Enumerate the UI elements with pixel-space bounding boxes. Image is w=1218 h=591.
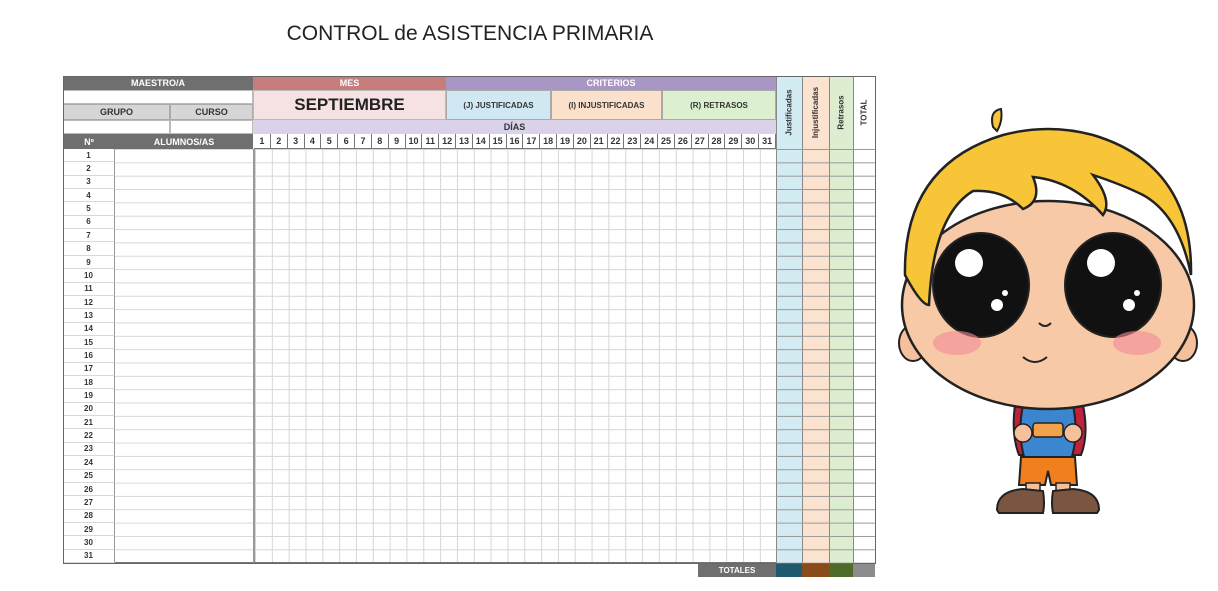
row-number: 25 — [63, 470, 115, 483]
group-field[interactable] — [63, 120, 170, 134]
course-label: CURSO — [170, 104, 253, 120]
day-number: 11 — [422, 134, 439, 149]
day-number: 28 — [709, 134, 726, 149]
totals-label: TOTALES — [698, 564, 776, 577]
day-number: 3 — [288, 134, 305, 149]
row-number: 10 — [63, 269, 115, 282]
page-title: CONTROL de ASISTENCIA PRIMARIA — [286, 22, 654, 45]
day-number: 25 — [658, 134, 675, 149]
row-number: 2 — [63, 162, 115, 175]
row-number: 30 — [63, 536, 115, 549]
day-number: 21 — [591, 134, 608, 149]
summary-grid[interactable] — [776, 149, 876, 563]
day-number: 13 — [456, 134, 473, 149]
day-number: 5 — [321, 134, 338, 149]
row-number: 29 — [63, 523, 115, 536]
students-header: ALUMNOS/AS — [115, 134, 253, 149]
row-number: 14 — [63, 323, 115, 336]
day-number: 20 — [574, 134, 591, 149]
row-number: 18 — [63, 376, 115, 389]
row-number: 8 — [63, 242, 115, 255]
day-number: 12 — [439, 134, 456, 149]
month-header: MES — [253, 76, 446, 90]
day-number: 7 — [355, 134, 372, 149]
student-names-column[interactable] — [115, 149, 254, 563]
day-number: 10 — [406, 134, 423, 149]
day-number: 15 — [490, 134, 507, 149]
row-number: 26 — [63, 483, 115, 496]
unjustified-label: Injustificadas — [811, 86, 820, 138]
day-number: 19 — [557, 134, 574, 149]
row-number: 13 — [63, 309, 115, 322]
day-number: 18 — [540, 134, 557, 149]
criteria-unjustified: (I) INJUSTIFICADAS — [551, 90, 662, 120]
row-number: 20 — [63, 403, 115, 416]
day-number: 27 — [692, 134, 709, 149]
day-number: 8 — [372, 134, 389, 149]
day-number: 17 — [523, 134, 540, 149]
day-number: 22 — [608, 134, 625, 149]
row-number: 27 — [63, 496, 115, 509]
attendance-grid[interactable] — [254, 149, 776, 563]
row-number: 3 — [63, 176, 115, 189]
day-number: 23 — [624, 134, 641, 149]
row-number: 11 — [63, 283, 115, 296]
row-number: 23 — [63, 443, 115, 456]
day-number: 2 — [271, 134, 288, 149]
row-number: 17 — [63, 363, 115, 376]
totals-total — [853, 564, 875, 577]
day-number: 29 — [725, 134, 742, 149]
criteria-justified: (J) JUSTIFICADAS — [446, 90, 551, 120]
totals-unjustified — [802, 564, 829, 577]
row-number: 7 — [63, 229, 115, 242]
row-number: 16 — [63, 349, 115, 362]
day-number: 1 — [254, 134, 271, 149]
row-number: 5 — [63, 202, 115, 215]
teacher-name-field[interactable] — [63, 90, 253, 104]
row-number: 21 — [63, 416, 115, 429]
group-label: GRUPO — [63, 104, 170, 120]
month-value[interactable]: SEPTIEMBRE — [253, 90, 446, 120]
criteria-delays: (R) RETRASOS — [662, 90, 776, 120]
day-number: 24 — [641, 134, 658, 149]
day-number: 9 — [389, 134, 406, 149]
row-number: 24 — [63, 456, 115, 469]
day-number: 4 — [305, 134, 322, 149]
totals-delays — [829, 564, 853, 577]
delays-label: Retrasos — [836, 94, 846, 130]
teacher-header: MAESTRO/A — [63, 76, 253, 90]
row-number: 19 — [63, 389, 115, 402]
row-number: 6 — [63, 216, 115, 229]
justified-label: Justificadas — [784, 88, 794, 136]
totals-justified — [776, 564, 802, 577]
day-number: 14 — [473, 134, 490, 149]
day-number: 16 — [507, 134, 524, 149]
day-number: 30 — [742, 134, 759, 149]
row-number: 28 — [63, 510, 115, 523]
number-header: Nº — [63, 134, 115, 149]
day-number: 31 — [759, 134, 776, 149]
total-label: TOTAL — [859, 99, 869, 125]
row-number: 22 — [63, 429, 115, 442]
row-number: 1 — [63, 149, 115, 162]
row-number: 15 — [63, 336, 115, 349]
row-number: 9 — [63, 256, 115, 269]
row-number: 4 — [63, 189, 115, 202]
day-number: 26 — [675, 134, 692, 149]
day-number: 6 — [338, 134, 355, 149]
row-number: 31 — [63, 550, 115, 563]
student-cartoon-illustration — [893, 105, 1203, 520]
row-number: 12 — [63, 296, 115, 309]
course-field[interactable] — [170, 120, 253, 134]
days-header: DÍAS — [253, 120, 776, 134]
criteria-header: CRITERIOS — [446, 76, 776, 90]
